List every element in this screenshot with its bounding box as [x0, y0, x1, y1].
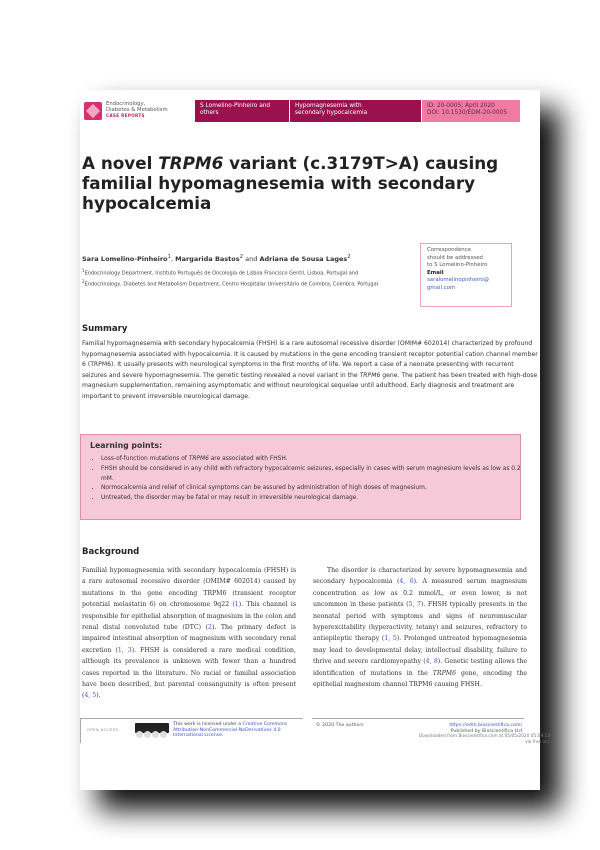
journal-logo-icon: [84, 102, 102, 120]
list-item: • Normocalcemia and relief of clinical symptoms can be assured by administration of high doses of magnesium.: [101, 484, 521, 494]
author-name: Sara Lomelino-Pinheiro: [82, 255, 168, 264]
open-access-icon: OPEN ACCESS: [87, 727, 119, 732]
document-page: [80, 90, 550, 790]
journal-name: Endocrinology, Diabetes & Metabolism CASE REPORTS: [106, 101, 168, 118]
header-topic: Hypomagnesemia with secondary hypocalcemia: [290, 100, 421, 122]
learning-points-heading: Learning points:: [90, 441, 163, 450]
header-authors: S Lomelino-Pinheiro and others: [195, 100, 289, 122]
reference-link[interactable]: 1, 3: [117, 646, 132, 654]
summary-heading: Summary: [82, 324, 128, 334]
reference-link[interactable]: 5, 7: [408, 601, 421, 609]
reference-link[interactable]: 1, 5: [384, 635, 397, 643]
learning-points-list: [90, 455, 521, 504]
journal-url-link[interactable]: https://edm.bioscientifica.com/: [449, 723, 522, 728]
background-column-2: The disorder is characterized by severe hypomagnesemia and secondary hypocalcemia (4, 6). A measured serum magnesium concentration as low as 0.2 mmol/L, or even lower, is not uncommon in these patients (5, 7). FHSH typically presents in the neonatal period with symptoms and signs of neuromuscular hyperexcitability (hyperactivity, tetany) and seizures, refractory to antiepileptic therapy (1, 5). Prolonged untreated hypomagnesemia may lead to developmental delay, intellectual disability, failure to thrive and severe cardiomyopathy (4, 8). Genetic testing allows the identification of mutations in the TRPM6 gene, encoding the epithelial magnesium channel TRPM6 causing FHSH.: [313, 567, 528, 689]
summary-text: Familial hypomagnesemia with secondary hypocalcemia (FHSH) is a rare autosomal recessive disorder (OMIM# 602014) characterized by profound hypomagnesemia associated with hypocalcemia. It is caused by mutations in the gene encoding transient receptor potential cation channel member 6 (TRPM6). It usually presents with neurological symptoms in the first months of life. We report a case of a neonate presenting with recurrent seizures and severe hypomagnesemia. The genetic testing revealed a novel variant in the TRPM6 gene. The patient has been treated with high-dose magnesium supplementation, remaining asymptomatic and without neurological sequelae until adulthood. Early diagnosis and treatment are important to prevent irreversible neurological damage.: [82, 340, 538, 400]
download-stamp: Downloaded from Bioscientifica.com at 05/05/2020 05:09:13 via free acc: [419, 734, 550, 745]
reference-link[interactable]: 4, 8: [425, 658, 438, 666]
reference-link[interactable]: 4, 5: [84, 692, 97, 700]
reference-link[interactable]: 2: [208, 624, 212, 632]
list-item: • Loss-of-function mutations of TRPM6 are associated with FHSH.: [101, 455, 521, 465]
article-title: A novel TRPM6 variant (c.3179T>A) causing familial hypomagnesemia with secondary hypocalcemia: [82, 153, 499, 213]
list-item: • FHSH should be considered in any child with refractory hypocalcemic seizures, especially in cases with serum magnesium levels as low as 0.2 mM.: [101, 465, 521, 485]
learning-points-box: [80, 434, 521, 520]
background-column-1: Familial hypomagnesemia with secondary hypocalcemia (FHSH) is a rare autosomal recessive disorder (OMIM# 602014) caused by mutations in the gene encoding TRPM6 (transient receptor potential melastatin 6) on chromosome 9q22 (1). This channel is responsible for epithelial absorption of magnesium in the colon and renal distal convoluted tube (DTC) (2). The primary defect is impaired intestinal absorption of magnesium with secondary renal excretion (1, 3). FHSH is considered a rare medical condition, although its prevalence is unknown with fewer than a hundred cases reported in the literature. No racial or familial association have been described, but parental consanguinity is often present (4, 5).: [82, 567, 297, 700]
reference-link[interactable]: 4, 6: [399, 578, 414, 586]
correspondence-box: Correspondence should be addressed to S Lomelino-Pinheiro Email saralomelinopinheiro@ gmail.com: [420, 243, 512, 307]
copyright: © 2020 The authors: [316, 723, 364, 728]
background-heading: Background: [82, 547, 140, 557]
license-text: This work is licensed under a Creative Commons Attribution-NonCommercial-NoDerivatives 4.0 International License.: [173, 722, 288, 739]
creative-commons-icon: [135, 723, 169, 733]
header-id-doi: ID: 20-0005; April 2020 DOI: 10.1530/EDM-20-0005: [422, 100, 520, 122]
author-name: Adriana de Sousa Lages: [259, 255, 348, 264]
list-item: • Untreated, the disorder may be fatal or may result in irreversible neurological damage.: [101, 494, 521, 504]
author-name: Margarida Bastos: [175, 255, 240, 264]
license-link[interactable]: Creative Commons Attribution-NonCommercial-NoDerivatives 4.0 International License.: [173, 722, 288, 739]
reference-link[interactable]: 1: [234, 601, 239, 609]
publisher-name: Published by Bioscientifica Ltd: [450, 729, 522, 734]
email-link[interactable]: saralomelinopinheiro@ gmail.com: [427, 277, 490, 291]
license-footer: [80, 718, 303, 743]
author-list: Sara Lomelino-Pinheiro$^1$, Margarida Bastos$^2$ and Adriana de Sousa Lages$^2$: [82, 254, 351, 264]
journal-header: [80, 100, 540, 122]
affiliations: $^1$Endocrinology Department, Instituto Português de Oncologia de Lisboa Francisco Gentil, Lisboa, Portugal and $^2$Endocrinology, Diabetes and Metabolism Department, Centro Hospitalar Universitário de Coimbra, Coimbra, Portugal: [82, 268, 379, 288]
